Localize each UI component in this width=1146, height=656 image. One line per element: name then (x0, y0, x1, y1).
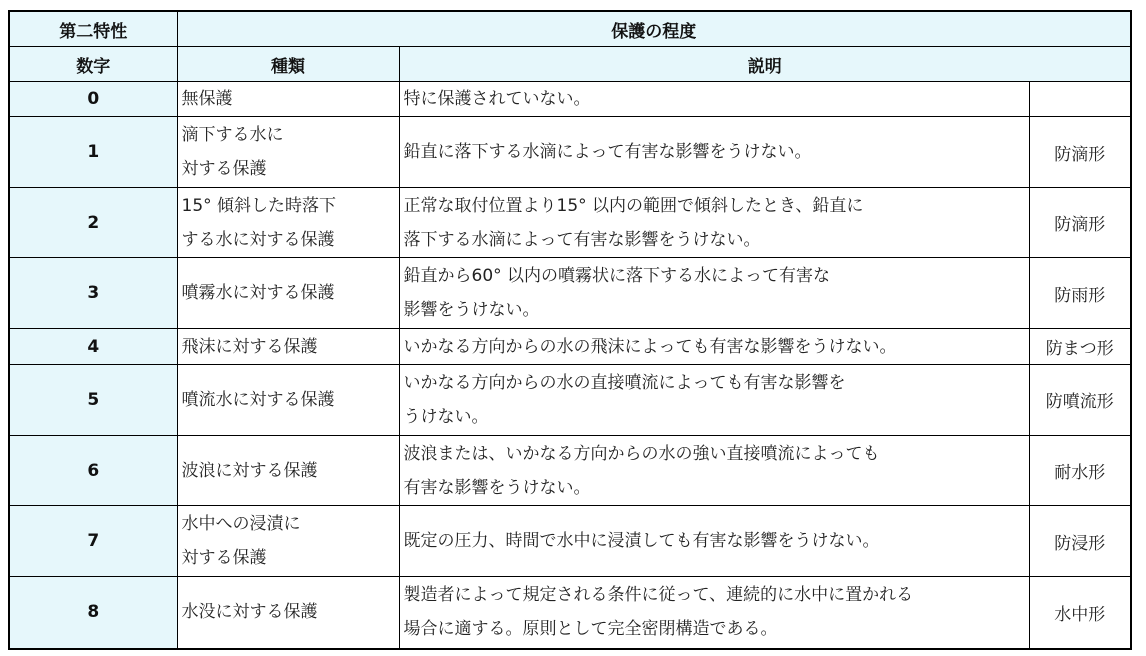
row-kind-line: 無保護 (181, 89, 233, 110)
row-kind (177, 506, 399, 577)
header-protection-degree: 保護の程度 (177, 11, 1131, 47)
table-body (9, 82, 1131, 650)
row-kind-line: 対する保護 (181, 548, 267, 569)
row-type-code: 耐水形 (1029, 435, 1131, 506)
row-description (399, 435, 1029, 506)
row-digit: 5 (9, 365, 177, 436)
row-digit: 4 (9, 328, 177, 364)
row-description (399, 258, 1029, 329)
table-row (9, 258, 1131, 329)
row-kind (177, 258, 399, 329)
row-description-line: 波浪または、いかなる方向からの水の強い直接噴流によっても (403, 443, 880, 464)
table-row (9, 365, 1131, 436)
row-kind-line: 噴流水に対する保護 (181, 389, 335, 410)
row-kind (177, 187, 399, 258)
row-description (399, 576, 1029, 649)
row-type-code: 防浸形 (1029, 506, 1131, 577)
ip-protection-table (8, 10, 1132, 650)
row-description-line: いかなる方向からの水の直接噴流によっても有害な影響を (403, 372, 846, 393)
row-kind-line: 噴霧水に対する保護 (181, 283, 335, 304)
row-kind-line: 水中への浸漬に (181, 514, 301, 535)
row-description (399, 365, 1029, 436)
row-digit: 6 (9, 435, 177, 506)
table-row (9, 576, 1131, 649)
row-description-line: 既定の圧力、時間で水中に浸漬しても有害な影響をうけない。 (403, 531, 880, 552)
row-type-code: 防噴流形 (1029, 365, 1131, 436)
row-kind-line: 飛沫に対する保護 (181, 336, 318, 357)
header-second-digit: 第二特性 (9, 11, 177, 47)
row-description-line: 落下する水滴によって有害な影響をうけない。 (403, 229, 761, 250)
row-kind-line: 水没に対する保護 (181, 602, 318, 623)
header-row-2 (9, 47, 1131, 82)
row-description-line: うけない。 (403, 406, 489, 427)
row-description-line: 正常な取付位置より15° 以内の範囲で傾斜したとき、鉛直に (403, 195, 864, 216)
row-kind (177, 117, 399, 188)
row-kind (177, 576, 399, 649)
row-digit: 2 (9, 187, 177, 258)
header-row-1 (9, 11, 1131, 47)
header-description: 説明 (399, 47, 1131, 82)
row-kind (177, 435, 399, 506)
row-kind-line: する水に対する保護 (181, 229, 335, 250)
row-description-line: 特に保護されていない。 (403, 89, 591, 110)
row-description-line: 影響をうけない。 (403, 300, 540, 321)
row-description (399, 328, 1029, 364)
row-description-line: 製造者によって規定される条件に従って、連続的に水中に置かれる (403, 585, 914, 606)
row-description (399, 506, 1029, 577)
header-digit: 数字 (9, 47, 177, 82)
row-type-code: 防雨形 (1029, 258, 1131, 329)
row-digit: 7 (9, 506, 177, 577)
row-kind-line: 対する保護 (181, 159, 267, 180)
table-row (9, 328, 1131, 364)
row-description-line: 有害な影響をうけない。 (403, 477, 591, 498)
row-description-line: 場合に適する。原則として完全密閉構造である。 (403, 619, 778, 640)
table-row (9, 82, 1131, 117)
row-kind (177, 82, 399, 117)
row-description-line: いかなる方向からの水の飛沫によっても有害な影響をうけない。 (403, 336, 897, 357)
row-description-line: 鉛直に落下する水滴によって有害な影響をうけない。 (403, 142, 812, 163)
table-row (9, 506, 1131, 577)
table-row (9, 187, 1131, 258)
row-kind (177, 365, 399, 436)
row-digit: 1 (9, 117, 177, 188)
row-description (399, 82, 1029, 117)
row-description-line: 鉛直から60° 以内の噴霧状に落下する水によって有害な (403, 266, 831, 287)
table-row (9, 435, 1131, 506)
row-digit: 0 (9, 82, 177, 117)
row-type-code: 防まつ形 (1029, 328, 1131, 364)
row-kind-line: 15° 傾斜した時落下 (181, 195, 337, 216)
row-kind-line: 滴下する水に (181, 125, 284, 146)
row-type-code: 防滴形 (1029, 187, 1131, 258)
row-type-code: 水中形 (1029, 576, 1131, 649)
row-description (399, 187, 1029, 258)
row-kind-line: 波浪に対する保護 (181, 460, 318, 481)
row-type-code: 防滴形 (1029, 117, 1131, 188)
row-description (399, 117, 1029, 188)
row-digit: 3 (9, 258, 177, 329)
row-kind (177, 328, 399, 364)
row-type-code (1029, 82, 1131, 117)
table-row (9, 117, 1131, 188)
row-digit: 8 (9, 576, 177, 649)
header-kind: 種類 (177, 47, 399, 82)
